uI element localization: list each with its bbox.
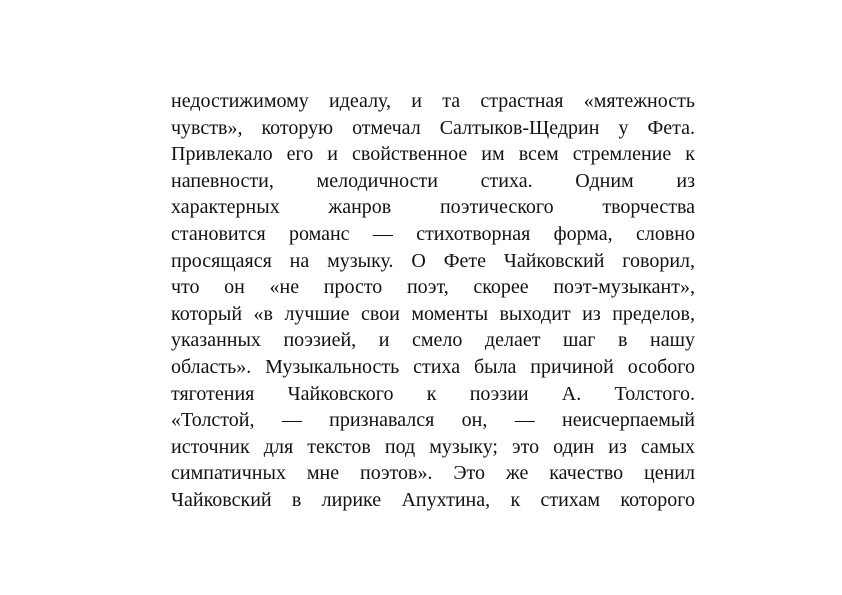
text-line: чувств», которую отмечал Салтыков-Щедрин у Фета. [171,116,695,139]
text-line: который «в лучшие свои моменты выходит из пределов, [171,302,695,325]
text-line: область». Музыкальность стиха была причиной особого [171,355,695,378]
text-line: характерных жанров поэтического творчества [171,196,695,219]
text-line: Чайковский в лирике Апухтина, к стихам которого [171,488,695,511]
text-line: Привлекало его и свойственное им всем стремление к [171,143,695,166]
text-line: «Толстой, — признавался он, — неисчерпаемый [171,409,695,432]
text-line: становится романс — стихотворная форма, словно [171,222,695,245]
body-text [171,88,695,514]
text-line: просящаяся на музыку. О Фете Чайковский говорил, [171,249,695,272]
text-line: тяготения Чайковского к поэзии А. Толстого. [171,382,695,405]
text-line: указанных поэзией, и смело делает шаг в нашу [171,329,695,352]
text-line: что он «не просто поэт, скорее поэт-музыкант», [171,276,695,299]
text-line: недостижимому идеалу, и та страстная «мятежность [171,90,695,112]
text-line: симпатичных мне поэтов». Это же качество ценил [171,462,695,485]
text-line: источник для текстов под музыку; это один из самых [171,435,695,458]
text-line: напевности, мелодичности стиха. Одним из [171,169,695,192]
